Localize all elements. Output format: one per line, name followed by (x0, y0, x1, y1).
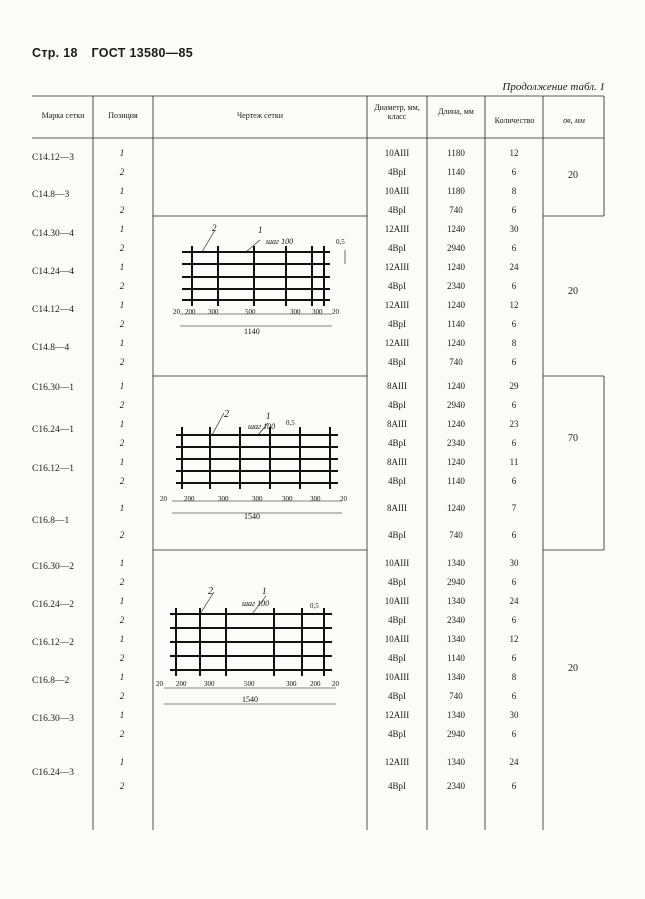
diameter-cell: 8АIII (387, 457, 407, 467)
quantity-cell: 12 (509, 300, 519, 310)
position-number: 1 (119, 558, 125, 568)
drawing-step: шаг 100 (266, 237, 294, 246)
drawing-label-1: 1 (262, 586, 267, 596)
quantity-cell: 6 (511, 577, 517, 587)
length-cell: 1180 (447, 186, 465, 196)
diameter-cell: 4ВрI (388, 167, 406, 177)
net-mark: С14.12—4 (32, 305, 74, 315)
length-cell: 2340 (447, 281, 465, 291)
drawing-dim: 300 (218, 495, 229, 503)
net-mark: С16.30—1 (32, 383, 74, 393)
sigma-value: 20 (568, 170, 578, 181)
length-cell: 740 (449, 357, 463, 367)
length-cell: 2340 (447, 615, 465, 625)
col-mark-header: Марка сетки (41, 111, 85, 120)
net-mark: С16.8—1 (32, 516, 70, 526)
position-number: 1 (119, 338, 125, 348)
sigma-value: 20 (568, 663, 578, 674)
mesh-drawing (160, 222, 360, 340)
diameter-cell: 12АIII (384, 338, 410, 348)
position-number: 1 (119, 262, 125, 272)
col-sigma-header: σв, мм (563, 116, 585, 125)
length-cell: 2340 (447, 781, 465, 791)
position-number: 2 (119, 691, 125, 701)
net-mark: С14.30—4 (32, 229, 74, 239)
net-mark: С14.8—4 (32, 343, 70, 353)
drawing-dim: 300 (310, 495, 321, 503)
diameter-cell: 4ВрI (388, 400, 406, 410)
diameter-cell: 8АIII (387, 419, 407, 429)
drawing-dim: 20 (160, 495, 167, 503)
quantity-cell: 6 (511, 319, 517, 329)
length-cell: 1140 (447, 476, 465, 486)
position-number: 2 (119, 653, 125, 663)
diameter-cell: 10АIII (384, 672, 410, 682)
length-cell: 1340 (447, 558, 465, 568)
length-cell: 1240 (447, 457, 465, 467)
position-number: 2 (119, 205, 125, 215)
length-cell: 1240 (447, 338, 465, 348)
quantity-cell: 30 (509, 710, 519, 720)
diameter-cell: 4ВрI (388, 243, 406, 253)
col-position-header: Позиция (108, 111, 138, 120)
drawing-dim: 20 (332, 308, 339, 316)
net-mark: С16.12—1 (32, 464, 74, 474)
drawing-dim: 500 (244, 680, 255, 688)
quantity-cell: 6 (511, 243, 517, 253)
quantity-cell: 6 (511, 781, 517, 791)
position-number: 1 (119, 757, 125, 767)
quantity-cell: 6 (511, 281, 517, 291)
length-cell: 1340 (447, 596, 465, 606)
net-mark: С16.30—3 (32, 714, 74, 724)
length-cell: 1340 (447, 710, 465, 720)
drawing-step: шаг 100 (242, 599, 270, 608)
col-quantity-header: Количество (494, 116, 535, 125)
quantity-cell: 8 (511, 186, 517, 196)
diameter-cell: 8АIII (387, 381, 407, 391)
diameter-cell: 4ВрI (388, 781, 406, 791)
diameter-cell: 10АIII (384, 148, 410, 158)
diameter-cell: 10АIII (384, 634, 410, 644)
sigma-value: 70 (568, 433, 578, 444)
length-cell: 1140 (447, 167, 465, 177)
quantity-cell: 6 (511, 653, 517, 663)
quantity-cell: 11 (509, 457, 519, 467)
quantity-cell: 24 (509, 596, 519, 606)
mesh-drawing (156, 582, 360, 710)
length-cell: 1180 (447, 148, 465, 158)
drawing-side: 0,5 (310, 602, 319, 610)
drawing-dim: 300 (312, 308, 323, 316)
diameter-cell: 10АIII (384, 186, 410, 196)
drawing-dim: 20 (173, 308, 180, 316)
diameter-cell: 10АIII (384, 596, 410, 606)
sigma-value: 20 (568, 286, 578, 297)
quantity-cell: 6 (511, 476, 517, 486)
length-cell: 1340 (447, 634, 465, 644)
diameter-cell: 4ВрI (388, 577, 406, 587)
length-cell: 1340 (447, 672, 465, 682)
diameter-cell: 12АIII (384, 224, 410, 234)
drawing-dim: 500 (245, 308, 256, 316)
quantity-cell: 8 (511, 672, 517, 682)
net-mark: С14.24—4 (32, 267, 74, 277)
position-number: 1 (119, 381, 125, 391)
drawing-dim: 300 (286, 680, 297, 688)
net-mark: С14.8—3 (32, 190, 70, 200)
quantity-cell: 30 (509, 558, 519, 568)
position-number: 2 (119, 281, 125, 291)
diameter-cell: 8АIII (387, 503, 407, 513)
length-cell: 1140 (447, 319, 465, 329)
net-mark: С16.30—2 (32, 562, 74, 572)
drawing-dim: 300 (282, 495, 293, 503)
col-drawing-header: Чертеж сетки (236, 111, 284, 120)
quantity-cell: 6 (511, 357, 517, 367)
position-number: 2 (119, 729, 125, 739)
drawing-label-1: 1 (258, 225, 263, 235)
drawing-total: 1540 (242, 695, 258, 704)
diameter-cell: 4ВрI (388, 691, 406, 701)
diameter-cell: 12АIII (384, 757, 410, 767)
diameter-cell: 4ВрI (388, 438, 406, 448)
length-cell: 2940 (447, 729, 465, 739)
quantity-cell: 6 (511, 530, 517, 540)
net-mark: С16.24—1 (32, 425, 74, 435)
diameter-cell: 4ВрI (388, 281, 406, 291)
drawing-dim: 200 (310, 680, 321, 688)
drawing-total: 1140 (244, 327, 260, 336)
diameter-cell: 12АIII (384, 710, 410, 720)
quantity-cell: 6 (511, 167, 517, 177)
quantity-cell: 6 (511, 205, 517, 215)
position-number: 1 (119, 300, 125, 310)
quantity-cell: 8 (511, 338, 517, 348)
position-number: 2 (119, 167, 125, 177)
drawing-dim: 20 (156, 680, 163, 688)
position-number: 2 (119, 357, 125, 367)
drawing-dim: 300 (204, 680, 215, 688)
quantity-cell: 6 (511, 691, 517, 701)
standard-number: ГОСТ 13580—85 (91, 46, 194, 60)
drawing-label-2: 2 (224, 409, 229, 420)
diameter-cell: 4ВрI (388, 357, 406, 367)
net-mark: С16.24—3 (32, 768, 74, 778)
position-number: 2 (119, 400, 125, 410)
drawing-dim: 300 (252, 495, 263, 503)
drawing-side: 0,5 (336, 238, 345, 246)
position-number: 2 (119, 615, 125, 625)
quantity-cell: 24 (509, 262, 519, 272)
length-cell: 740 (449, 205, 463, 215)
length-cell: 1240 (447, 262, 465, 272)
position-number: 1 (119, 224, 125, 234)
diameter-cell: 4ВрI (388, 205, 406, 215)
quantity-cell: 23 (509, 419, 519, 429)
position-number: 2 (119, 781, 125, 791)
diameter-cell: 4ВрI (388, 615, 406, 625)
position-number: 2 (119, 438, 125, 448)
drawing-dim: 20 (340, 495, 347, 503)
length-cell: 1240 (447, 300, 465, 310)
position-number: 1 (119, 710, 125, 720)
drawing-label-2: 2 (212, 223, 217, 233)
position-number: 2 (119, 243, 125, 253)
position-number: 1 (119, 596, 125, 606)
position-number: 1 (119, 148, 125, 158)
diameter-cell: 4ВрI (388, 476, 406, 486)
length-cell: 2340 (447, 438, 465, 448)
length-cell: 740 (449, 530, 463, 540)
drawing-step: шаг 100 (248, 422, 276, 431)
quantity-cell: 12 (509, 148, 519, 158)
quantity-cell: 29 (509, 381, 519, 391)
drawing-dim: 200 (185, 308, 196, 316)
net-mark: С16.8—2 (32, 676, 70, 686)
quantity-cell: 30 (509, 224, 519, 234)
drawing-dim: 300 (290, 308, 301, 316)
length-cell: 1140 (447, 653, 465, 663)
quantity-cell: 24 (509, 757, 519, 767)
position-number: 1 (119, 672, 125, 682)
position-number: 1 (119, 634, 125, 644)
position-number: 2 (119, 476, 125, 486)
quantity-cell: 7 (511, 503, 517, 513)
position-number: 1 (119, 186, 125, 196)
net-mark: С16.12—2 (32, 638, 74, 648)
quantity-cell: 6 (511, 729, 517, 739)
diameter-cell: 10АIII (384, 558, 410, 568)
drawing-total: 1540 (244, 512, 260, 521)
quantity-cell: 12 (509, 634, 519, 644)
net-mark: С16.24—2 (32, 600, 74, 610)
continuation-label: Продолжение табл. 1 (502, 81, 605, 93)
drawing-dim: 20 (332, 680, 339, 688)
diameter-cell: 12АIII (384, 262, 410, 272)
diameter-cell: 12АIII (384, 300, 410, 310)
diameter-cell: 4ВрI (388, 653, 406, 663)
position-number: 1 (119, 503, 125, 513)
drawing-dim: 200 (184, 495, 195, 503)
quantity-cell: 6 (511, 615, 517, 625)
col-length-header: Длина, мм (438, 107, 474, 116)
length-cell: 740 (449, 691, 463, 701)
position-number: 1 (119, 419, 125, 429)
length-cell: 2940 (447, 243, 465, 253)
position-number: 2 (119, 577, 125, 587)
mesh-drawing (158, 403, 362, 523)
quantity-cell: 6 (511, 438, 517, 448)
page-label: Стр. 18 (32, 46, 78, 60)
position-number: 1 (119, 457, 125, 467)
length-cell: 1240 (447, 503, 465, 513)
position-number: 2 (119, 530, 125, 540)
drawing-label-1: 1 (266, 411, 271, 421)
drawing-dim: 300 (208, 308, 219, 316)
length-cell: 1240 (447, 224, 465, 234)
length-cell: 1240 (447, 419, 465, 429)
position-number: 2 (119, 319, 125, 329)
net-mark: С14.12—3 (32, 153, 74, 163)
drawing-dim: 200 (176, 680, 187, 688)
length-cell: 1340 (447, 757, 465, 767)
length-cell: 2940 (447, 577, 465, 587)
diameter-cell: 4ВрI (388, 729, 406, 739)
diameter-cell: 4ВрI (388, 530, 406, 540)
length-cell: 1240 (447, 381, 465, 391)
quantity-cell: 6 (511, 400, 517, 410)
drawing-side: 0,5 (286, 419, 295, 427)
diameter-cell: 4ВрI (388, 319, 406, 329)
col-diameter-header: Диаметр, мм, класс (374, 103, 420, 121)
drawing-label-2: 2 (208, 586, 213, 597)
length-cell: 2940 (447, 400, 465, 410)
